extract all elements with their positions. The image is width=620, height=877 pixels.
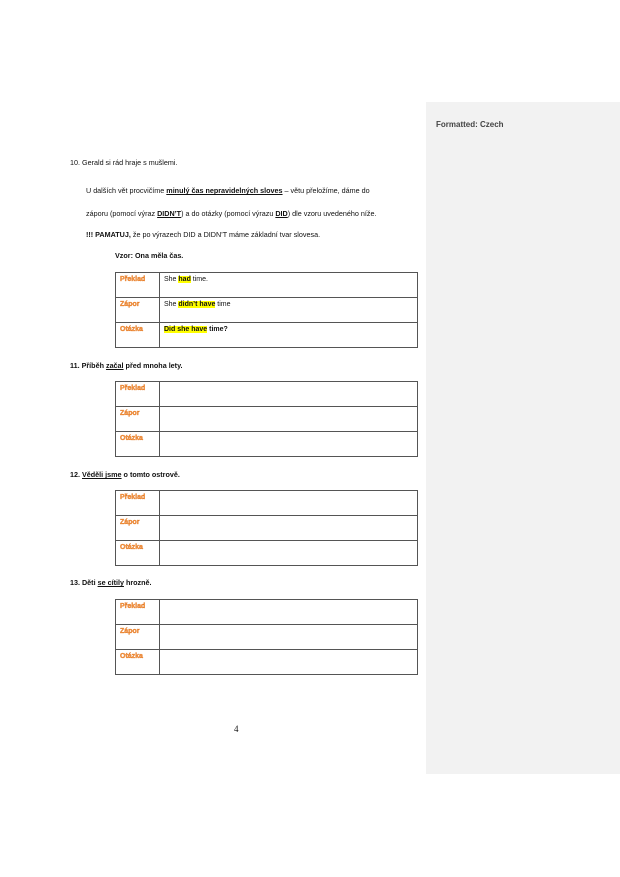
remember-label: !!! PAMATUJ, [86, 230, 131, 239]
answer-cell[interactable] [160, 432, 418, 457]
instruction-text: záporu (pomocí výraz [86, 209, 158, 218]
exercise-12-table [115, 490, 418, 566]
example-answer: Did she have time? [160, 323, 418, 348]
instruction-text: ) dle vzoru uvedeného níže. [287, 209, 377, 218]
table-row [116, 541, 418, 566]
answer-cell[interactable] [160, 407, 418, 432]
example-heading: Vzor: Ona měla čas. [115, 251, 184, 260]
row-label-preklad: Překlad [120, 603, 146, 610]
table-row [116, 273, 418, 298]
exercise-12-heading: 12. Věděli jsme o tomto ostrově. [70, 470, 180, 479]
exercise-13-heading: 13. Děti se cítily hrozně. [70, 578, 152, 587]
row-label-zapor: Zápor [120, 519, 140, 526]
table-row [116, 491, 418, 516]
instruction-text: – větu přeložíme, dáme do [282, 186, 370, 195]
instruction-text: že po výrazech DID a DIDN’T máme základní tvar slovesa. [130, 230, 321, 239]
row-label-preklad: Překlad [120, 276, 146, 283]
table-row [116, 298, 418, 323]
answer-cell[interactable] [160, 491, 418, 516]
table-row [116, 650, 418, 675]
task-10: 10. Gerald si rád hraje s mušlemi. [70, 158, 178, 167]
row-label-zapor: Zápor [120, 410, 140, 417]
exercise-verb: se cítily [97, 578, 124, 587]
instruction-text: U dalších vět procvičíme [86, 186, 167, 195]
answer-cell[interactable] [160, 541, 418, 566]
row-label-otazka: Otázka [120, 544, 143, 551]
answer-cell[interactable] [160, 600, 418, 625]
table-row [116, 600, 418, 625]
comment-pane [426, 102, 620, 774]
instruction-line-3 [86, 230, 320, 240]
highlighted-verb: didn’t have [178, 301, 216, 308]
answer-cell[interactable] [160, 625, 418, 650]
instruction-line-2 [86, 209, 376, 219]
exercise-11-heading: 11. Příběh začal před mnoha lety. [70, 361, 183, 370]
page-number: 4 [234, 724, 239, 734]
highlighted-verb: Did she have [164, 326, 208, 333]
instruction-emphasis: DIDN’T [157, 209, 182, 218]
row-label-otazka: Otázka [120, 435, 143, 442]
comment-title: Formatted: Czech [436, 120, 504, 129]
instruction-line-1 [86, 186, 370, 196]
table-row [116, 407, 418, 432]
instruction-emphasis: minulý čas nepravidelných sloves [166, 186, 283, 195]
answer-cell[interactable] [160, 650, 418, 675]
row-label-preklad: Překlad [120, 494, 146, 501]
row-label-preklad: Překlad [120, 385, 146, 392]
exercise-11-table [115, 381, 418, 457]
exercise-verb: Věděli jsme [82, 470, 122, 479]
instruction-emphasis: DID [275, 209, 288, 218]
example-answer: She had time. [160, 273, 418, 298]
table-row [116, 625, 418, 650]
instruction-text: ) a do otázky (pomocí výrazu [181, 209, 276, 218]
table-row [116, 382, 418, 407]
row-label-zapor: Zápor [120, 301, 140, 308]
exercise-verb: začal [105, 361, 124, 370]
table-row [116, 323, 418, 348]
row-label-otazka: Otázka [120, 653, 143, 660]
row-label-otazka: Otázka [120, 326, 143, 333]
row-label-zapor: Zápor [120, 628, 140, 635]
table-row [116, 432, 418, 457]
table-row [116, 516, 418, 541]
example-table [115, 272, 418, 348]
answer-cell[interactable] [160, 516, 418, 541]
answer-cell[interactable] [160, 382, 418, 407]
highlighted-verb: had [178, 276, 191, 283]
example-answer: She didn’t have time [160, 298, 418, 323]
exercise-13-table [115, 599, 418, 675]
